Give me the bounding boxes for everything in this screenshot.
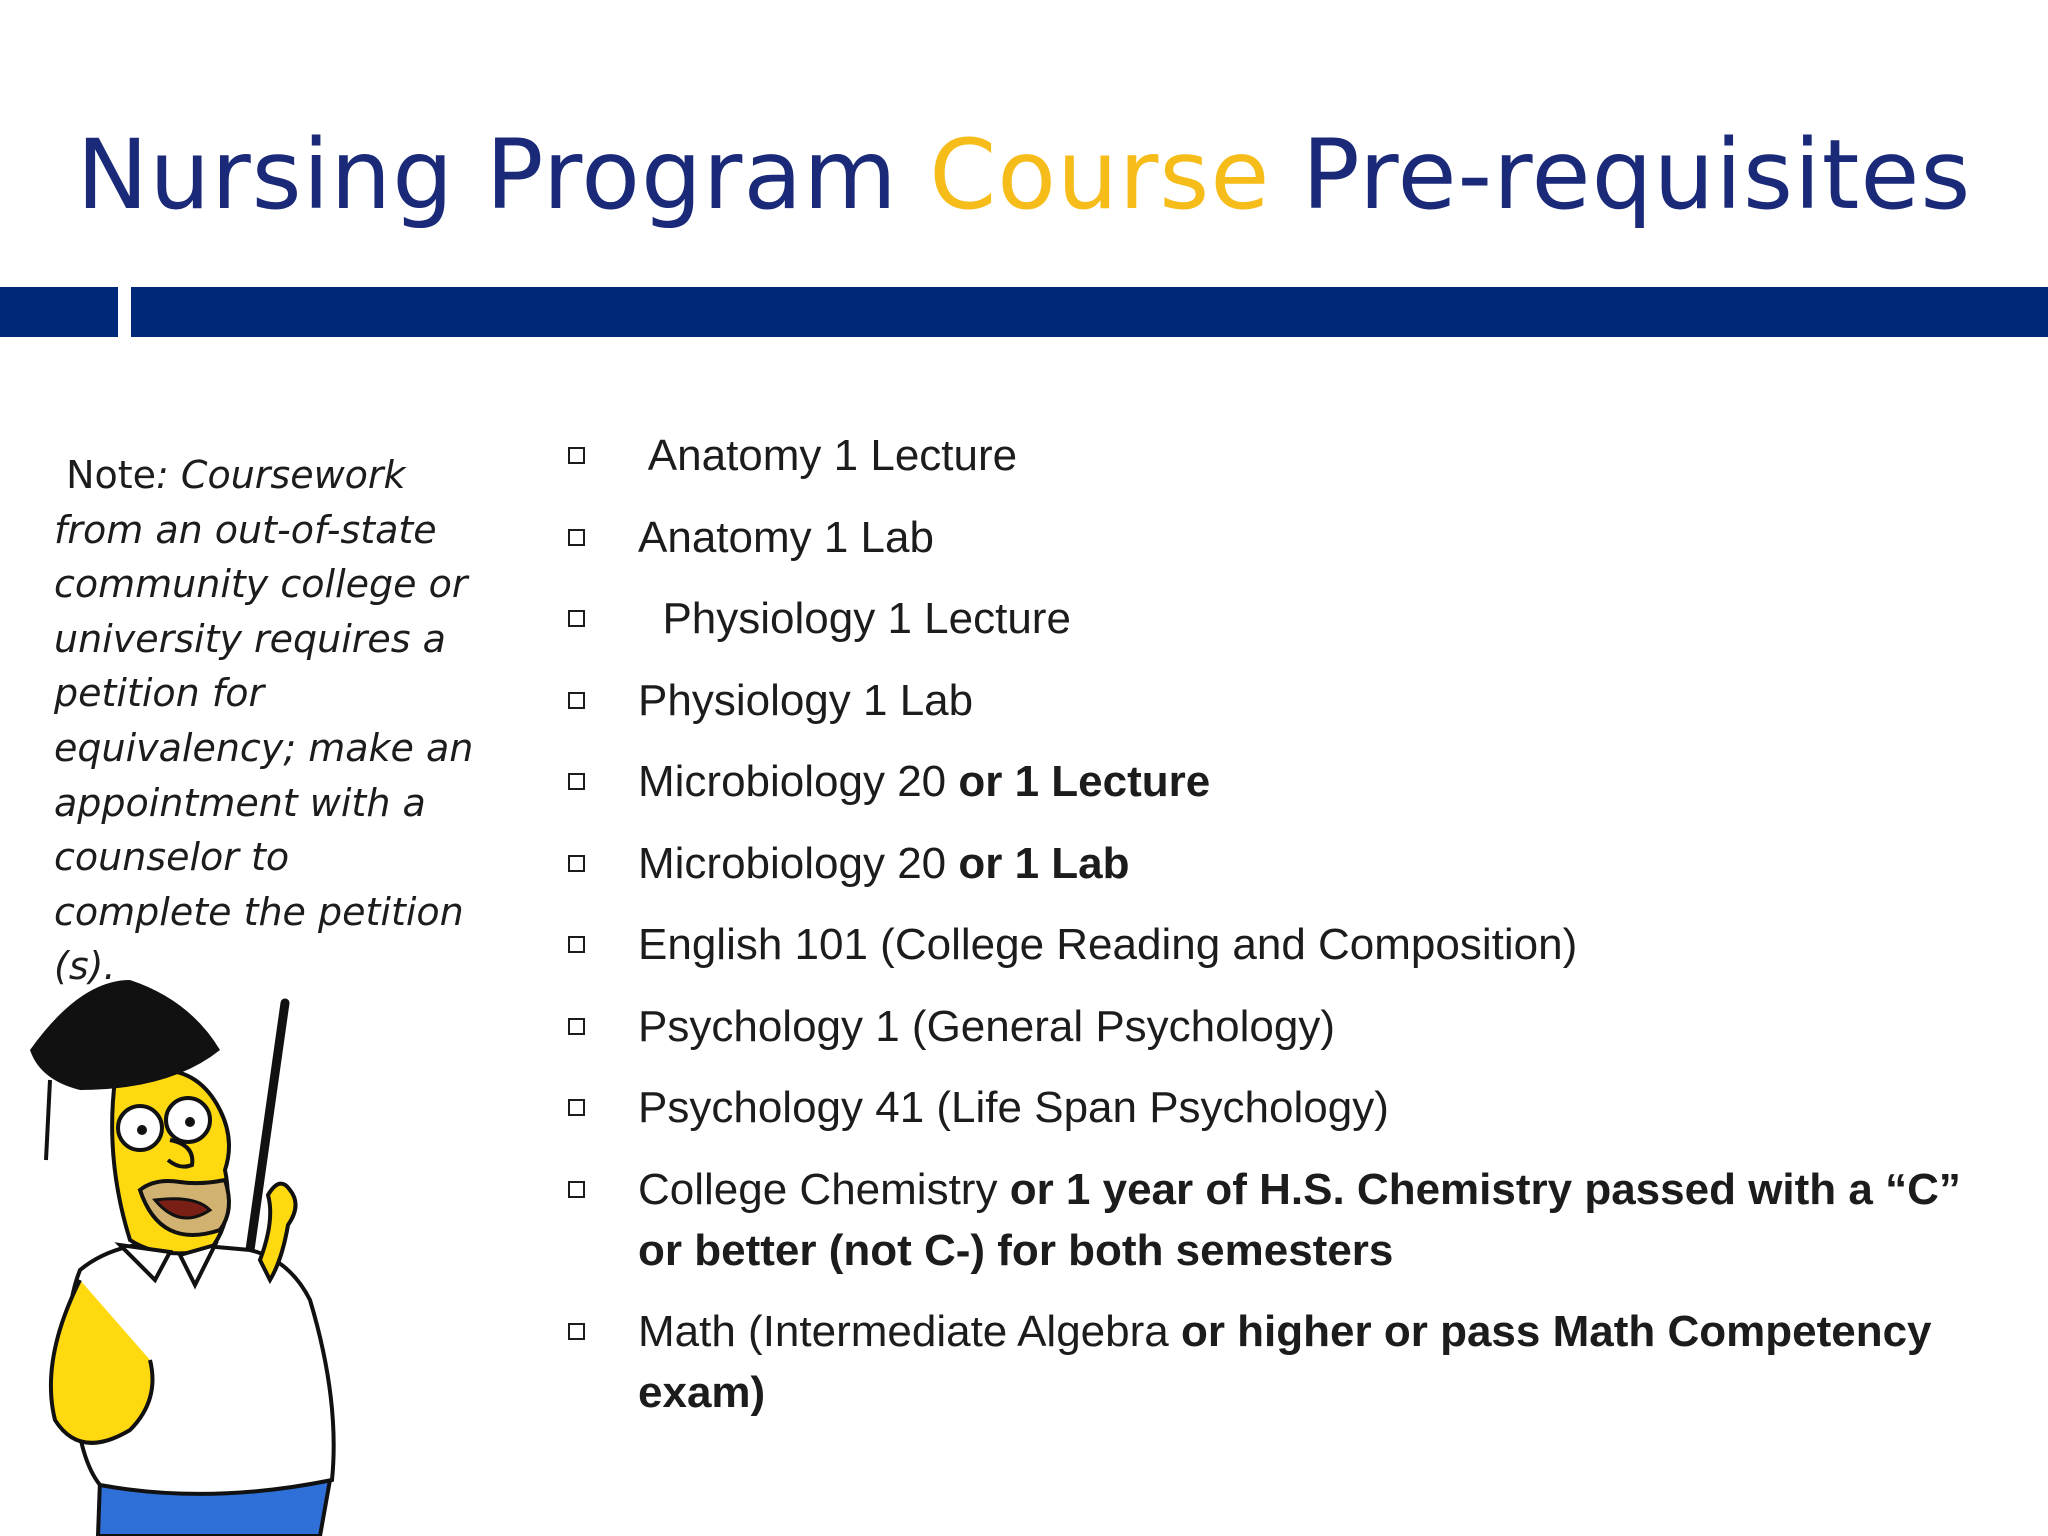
course-item-psychology-1: Psychology 1 (General Psychology) xyxy=(568,996,2008,1057)
checkbox-icon xyxy=(568,610,585,627)
checkbox-icon xyxy=(568,1018,585,1035)
course-item-english-101: English 101 (College Reading and Composition) xyxy=(568,914,2008,975)
header-bar-left xyxy=(0,287,118,337)
checkbox-icon xyxy=(568,773,585,790)
course-item-anatomy-lab: Anatomy 1 Lab xyxy=(568,507,2008,568)
course-item-chemistry: College Chemistry or 1 year of H.S. Chemistry passed with a “C” or better (not C-) for both semesters xyxy=(568,1159,2008,1281)
checkbox-icon xyxy=(568,529,585,546)
graduate-character-pointer-icon xyxy=(20,960,420,1536)
checkbox-icon xyxy=(568,855,585,872)
title-accent-word: Course xyxy=(929,119,1271,231)
course-item-physiology-lab: Physiology 1 Lab xyxy=(568,670,2008,731)
checkbox-icon xyxy=(568,447,585,464)
note-lead: Note xyxy=(66,453,157,497)
checkbox-icon xyxy=(568,1099,585,1116)
course-item-psychology-41: Psychology 41 (Life Span Psychology) xyxy=(568,1077,2008,1138)
slide-title xyxy=(0,100,2048,250)
checkbox-icon xyxy=(568,692,585,709)
course-item-math: Math (Intermediate Algebra or higher or pass Math Competency exam) xyxy=(568,1301,2008,1423)
checkbox-icon xyxy=(568,1323,585,1340)
note-text: : Coursework from an out-of-state community college or university requires a petition for equivalency; make an appointment with a counselor to complete the petition (s). xyxy=(54,453,474,989)
prerequisite-list xyxy=(568,425,2008,1423)
title-part-2: Pre-requisites xyxy=(1301,119,1972,231)
checkbox-icon xyxy=(568,1181,585,1198)
course-item-anatomy-lecture: Anatomy 1 Lecture xyxy=(568,425,2008,486)
title-part-1: Nursing Program xyxy=(76,119,898,231)
course-item-microbiology-lab: Microbiology 20 or 1 Lab xyxy=(568,833,2008,894)
course-item-physiology-lecture: Physiology 1 Lecture xyxy=(568,588,2008,649)
course-item-microbiology-lecture: Microbiology 20 or 1 Lecture xyxy=(568,751,2008,812)
checkbox-icon xyxy=(568,936,585,953)
petition-note xyxy=(54,448,474,994)
header-bar-right xyxy=(131,287,2048,337)
